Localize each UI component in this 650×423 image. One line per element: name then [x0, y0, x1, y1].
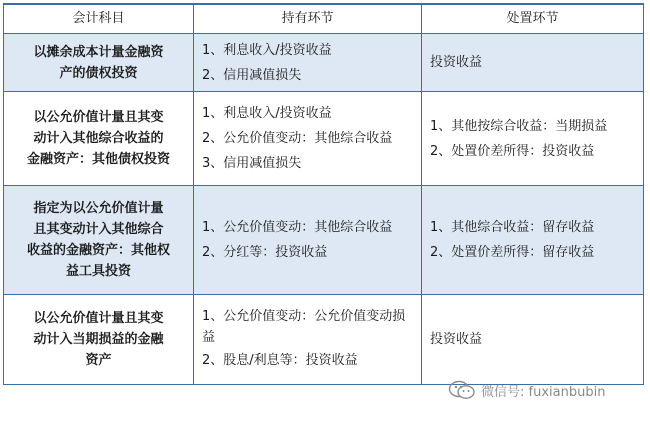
table-row: [4, 34, 644, 92]
disposal-line: 2、处置价差所得：留存收益: [430, 245, 595, 260]
holding-line: 2、信用减值损失: [202, 67, 302, 83]
disposal-line: 投资收益: [430, 332, 483, 347]
subject-line: 动计入其他综合收益的: [33, 131, 164, 146]
subject-line: 收益的金融资产：其他权: [26, 243, 170, 258]
header-subject: 会计科目: [4, 4, 194, 34]
subject-line: 以公允价值计量且其变: [33, 110, 164, 125]
header-holding: 持有环节: [194, 4, 422, 34]
holding-line: 2、公允价值变动：其他综合收益: [202, 131, 393, 146]
subject-cell: [4, 34, 194, 92]
header-row: [4, 4, 644, 34]
table-row: [4, 295, 644, 385]
subject-cell: [4, 186, 194, 295]
holding-cell: [194, 186, 422, 295]
disposal-cell: [422, 186, 644, 295]
holding-line: 1、公允价值变动：其他综合收益: [202, 220, 393, 235]
table-row: [4, 186, 644, 295]
holding-line: 3、信用减值损失: [202, 156, 302, 171]
subject-line: 且其变动计入其他综合: [33, 222, 164, 237]
holding-line: 1、利息收入/投资收益: [202, 42, 332, 58]
subject-line: 以公允价值计量且其变: [33, 311, 164, 326]
subject-cell: [4, 92, 194, 186]
watermark-text: 微信号: fuxianbubin: [481, 384, 606, 400]
disposal-cell: [422, 92, 644, 186]
disposal-line: 投资收益: [430, 55, 483, 70]
disposal-line: 2、处置价差所得：投资收益: [430, 143, 595, 159]
holding-cell: [194, 295, 422, 385]
accounting-table: [3, 3, 644, 385]
holding-line: 2、分红等：投资收益: [202, 245, 328, 260]
holding-line: 2、股息/利息等：投资收益: [202, 353, 358, 368]
subject-line: 指定为以公允价值计量: [33, 201, 164, 216]
wechat-watermark: [448, 380, 605, 400]
holding-cell: [194, 34, 422, 92]
subject-line: 金融资产：其他债权投资: [26, 152, 170, 167]
subject-line: 以摊余成本计量金融资: [33, 44, 164, 60]
holding-line: 1、公允价值变动：公允价值变动损益: [202, 309, 406, 345]
subject-line: 资产: [85, 353, 112, 368]
wechat-icon: [448, 380, 476, 400]
subject-line: 产的债权投资: [59, 65, 138, 81]
holding-line: 1、利息收入/投资收益: [202, 106, 332, 121]
disposal-line: 1、其他按综合收益：当期损益: [430, 118, 608, 134]
disposal-cell: [422, 34, 644, 92]
disposal-cell: [422, 295, 644, 385]
holding-cell: [194, 92, 422, 186]
subject-line: 益工具投资: [65, 264, 131, 279]
subject-cell: [4, 295, 194, 385]
header-disposal: 处置环节: [422, 4, 644, 34]
disposal-line: 1、其他综合收益：留存收益: [430, 220, 595, 235]
subject-line: 动计入当期损益的金融: [33, 332, 164, 347]
table-row: [4, 92, 644, 186]
